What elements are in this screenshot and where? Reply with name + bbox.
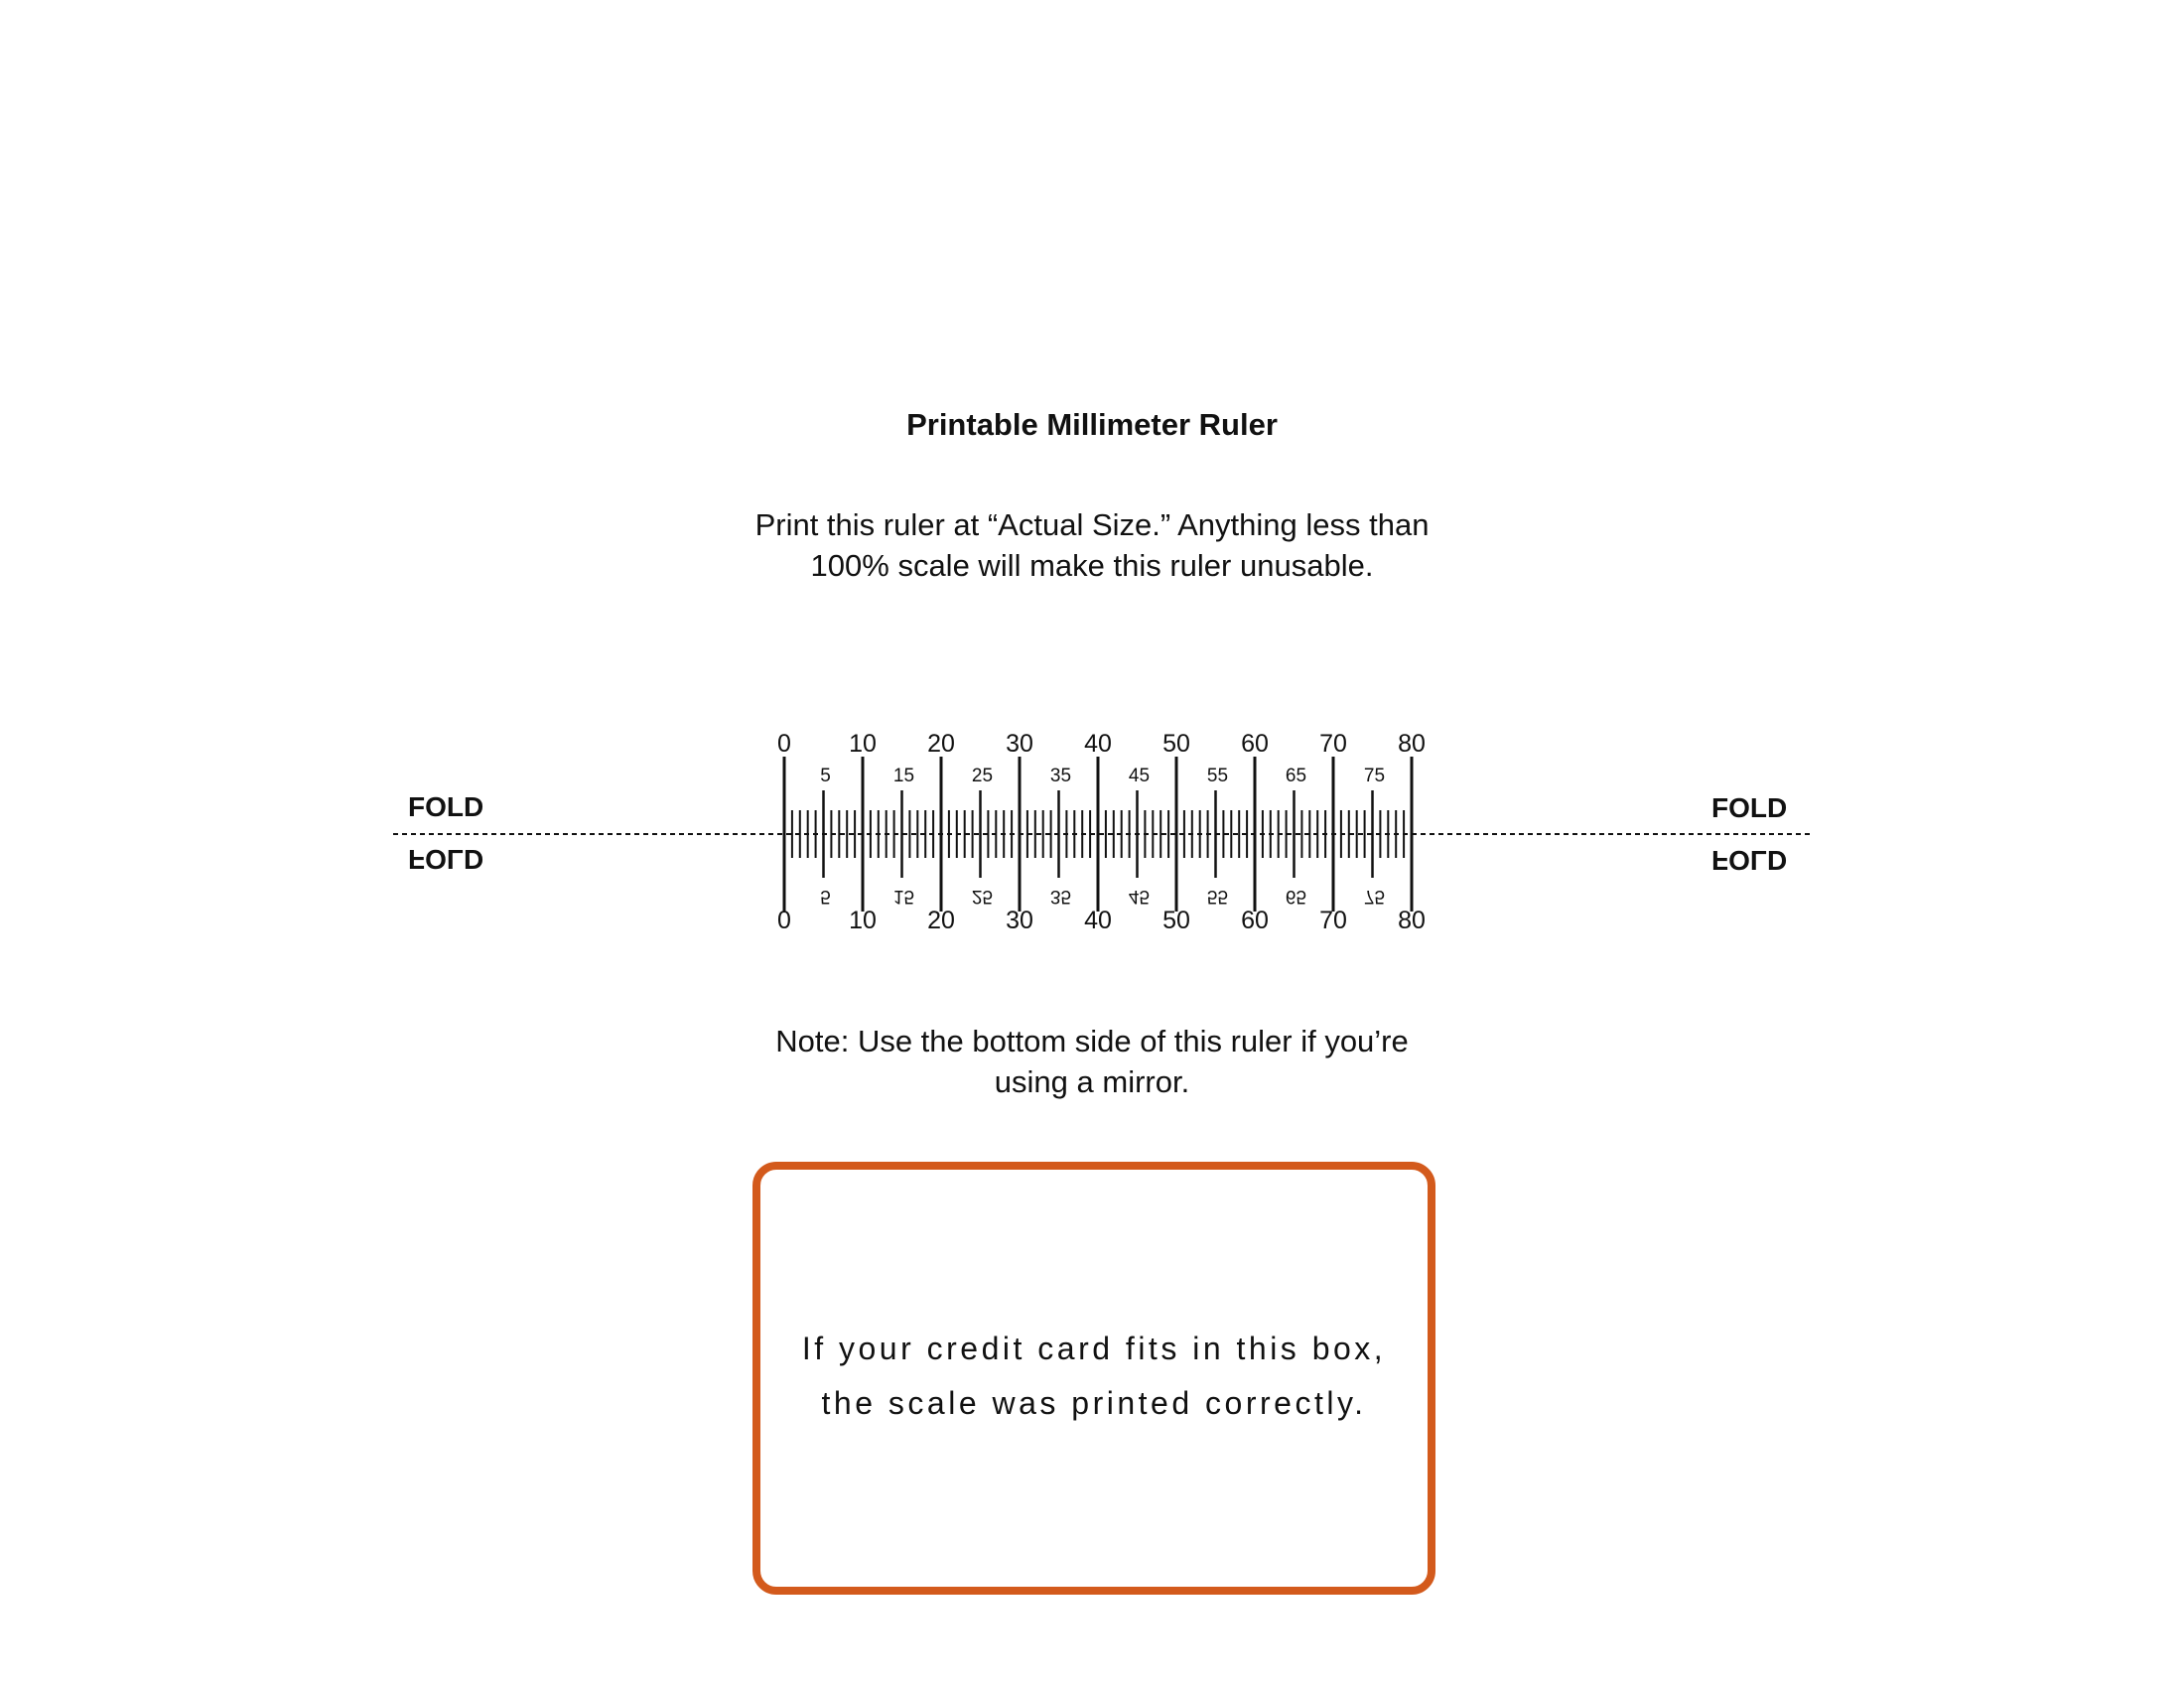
- ruler-minor-label-top: 45: [1128, 766, 1151, 786]
- ruler-minor-label-top: 5: [820, 766, 831, 786]
- mirror-note-line-2: using a mirror.: [994, 1064, 1190, 1099]
- print-instructions-line-2: 100% scale will make this ruler unusable.: [810, 548, 1374, 583]
- ruler-major-label-bottom: 20: [927, 907, 955, 934]
- ruler-major-label-bottom: 10: [849, 907, 877, 934]
- ruler-minor-label-bottom: 75: [1363, 886, 1386, 907]
- ruler-minor-label-top: 65: [1285, 766, 1307, 786]
- ruler-minor-label-bottom: 15: [892, 886, 915, 907]
- fold-label-left-top: FOLD: [408, 791, 484, 822]
- ruler-minor-label-bottom: 5: [820, 886, 831, 907]
- ruler-minor-label-top: 75: [1363, 766, 1386, 786]
- credit-card-check-text: [760, 1322, 1428, 1431]
- mirror-note: [596, 1021, 1588, 1102]
- ruler-major-label-bottom: 80: [1398, 907, 1426, 934]
- ruler-major-label-top: 10: [849, 730, 877, 758]
- ruler-major-label-bottom: 60: [1241, 907, 1269, 934]
- ruler-minor-label-top: 55: [1206, 766, 1229, 786]
- ruler-major-label-bottom: 30: [1006, 907, 1033, 934]
- ruler-minor-label-bottom: 55: [1206, 886, 1229, 907]
- credit-card-check-line-1: If your credit card fits in this box,: [801, 1331, 1387, 1366]
- ruler-major-label-bottom: 50: [1162, 907, 1190, 934]
- credit-card-check-box: [752, 1162, 1435, 1595]
- ruler-minor-label-bottom: 65: [1285, 886, 1307, 907]
- page-title: Printable Millimeter Ruler: [906, 407, 1278, 442]
- ruler-minor-label-bottom: 45: [1128, 886, 1151, 907]
- ruler-major-label-bottom: 0: [777, 907, 791, 934]
- ruler-minor-label-bottom: 35: [1049, 886, 1072, 907]
- print-instructions-line-1: Print this ruler at “Actual Size.” Anything less than: [754, 507, 1430, 542]
- mirror-note-line-1: Note: Use the bottom side of this ruler if you’re: [775, 1024, 1409, 1058]
- fold-label-left-bottom: FOLD: [408, 844, 484, 875]
- ruler-minor-label-bottom: 25: [971, 886, 994, 907]
- ruler-major-label-top: 70: [1319, 730, 1347, 758]
- ruler-major-label-top: 0: [777, 730, 791, 758]
- ruler-major-label-top: 80: [1398, 730, 1426, 758]
- fold-label-right-bottom: FOLD: [1711, 845, 1788, 876]
- ruler-major-label-top: 40: [1084, 730, 1112, 758]
- credit-card-check-line-2: the scale was printed correctly.: [821, 1385, 1367, 1421]
- ruler-major-label-top: 60: [1241, 730, 1269, 758]
- ruler-major-label-top: 20: [927, 730, 955, 758]
- ruler-minor-label-top: 15: [892, 766, 915, 786]
- fold-label-right-top: FOLD: [1711, 792, 1788, 823]
- ruler-major-label-bottom: 40: [1084, 907, 1112, 934]
- ruler-major-label-bottom: 70: [1319, 907, 1347, 934]
- ruler-minor-label-top: 25: [971, 766, 994, 786]
- ruler-minor-label-top: 35: [1049, 766, 1072, 786]
- ruler-major-label-top: 30: [1006, 730, 1033, 758]
- ruler-major-label-top: 50: [1162, 730, 1190, 758]
